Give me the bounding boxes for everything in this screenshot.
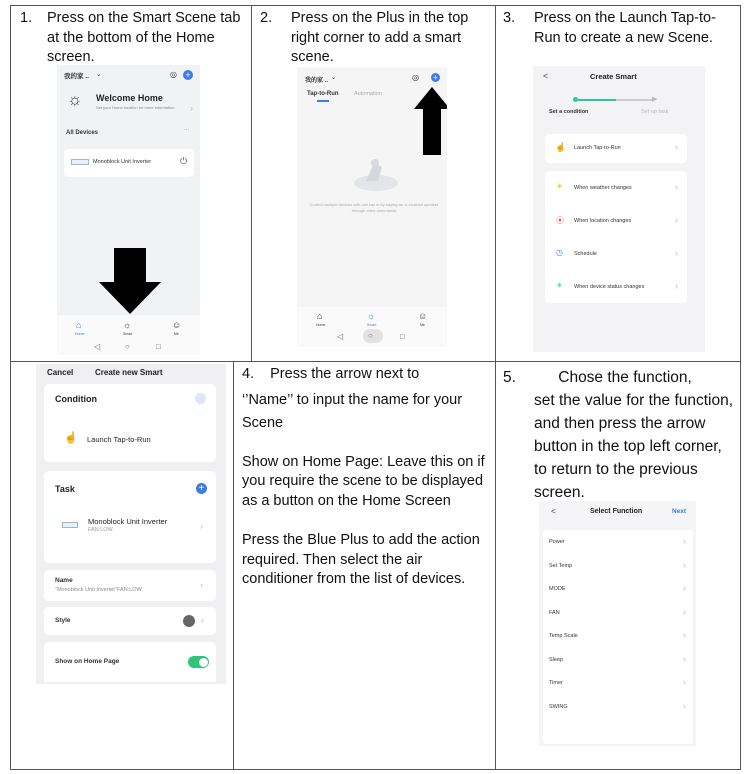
chevron-right-icon: › — [683, 701, 686, 711]
device-name: Monoblock Unit Inverter — [93, 159, 152, 165]
tab-me-label: Me — [174, 332, 179, 336]
step-4-text — [242, 365, 492, 590]
chevron-right-icon: › — [675, 248, 678, 258]
step-label-condition: Set a condition — [549, 109, 589, 115]
chevron-right-icon: › — [683, 607, 686, 617]
up-arrow-icon — [414, 87, 447, 155]
table-divider — [233, 362, 234, 770]
ac-unit-icon — [62, 522, 78, 528]
hand-icon: ☝ — [64, 432, 78, 444]
show-home-toggle[interactable] — [188, 656, 209, 668]
me-tab-icon[interactable]: ☺ — [172, 320, 182, 330]
nav-recent-icon[interactable]: □ — [156, 342, 161, 351]
tab-home-label: Home — [75, 332, 85, 336]
me-tab-icon[interactable]: ☺ — [418, 311, 428, 321]
condition-card — [44, 384, 216, 462]
home-selector[interactable]: 我的家 .. — [64, 73, 89, 80]
device-card[interactable] — [64, 149, 194, 177]
screenshot-create-smart — [533, 66, 705, 352]
all-devices-label: All Devices — [66, 130, 99, 136]
function-mode[interactable]: MODE — [549, 586, 566, 592]
chevron-right-icon: › — [675, 182, 678, 192]
chevron-right-icon: › — [683, 654, 686, 664]
name-label: Name — [55, 577, 73, 584]
step-1-text: 1. Press on the Smart Scene tab at the bottom of the Home screen. — [20, 10, 241, 65]
step-3-text: 3. Press on the Launch Tap-to-Run to create a new Scene. — [503, 10, 716, 46]
chevron-right-icon: › — [683, 536, 686, 546]
condition-launch-label[interactable]: Launch Tap-to-Run — [87, 435, 151, 444]
mic-icon[interactable]: ◎ — [412, 73, 419, 82]
function-timer[interactable]: Timer — [549, 680, 563, 686]
step-paragraph-1: ‘’Name’’ to input the name for your Scene — [242, 391, 463, 431]
option-label: Launch Tap-to-Run — [574, 145, 621, 151]
smart-tab-icon[interactable]: ☼ — [123, 320, 132, 330]
welcome-subtitle: Set your Home location for more information — [96, 105, 175, 110]
home-selector[interactable]: 我的家 .. — [305, 78, 329, 84]
add-condition-icon[interactable] — [195, 393, 206, 404]
smart-tab-icon[interactable]: ☼ — [367, 311, 376, 321]
chevron-down-icon: ⌄ — [96, 71, 102, 78]
screen-title: Create Smart — [590, 72, 637, 81]
screen-title: Create new Smart — [95, 368, 163, 377]
tab-automation[interactable]: Automation — [354, 91, 382, 97]
function-set-temp[interactable]: Set Temp — [549, 563, 573, 569]
function-fan[interactable]: FAN — [549, 610, 560, 616]
nav-recent-icon[interactable]: □ — [400, 332, 405, 341]
show-home-label: Show on Home Page — [55, 658, 120, 665]
name-value: "Monoblock Unit Inverter"FAN:LOW — [55, 587, 142, 593]
function-list — [543, 530, 693, 744]
task-card — [44, 471, 216, 563]
nav-home-pill[interactable] — [363, 329, 383, 343]
chevron-right-icon[interactable]: › — [201, 615, 204, 625]
chevron-right-icon: › — [675, 215, 678, 225]
nav-back-icon[interactable]: ◁ — [94, 342, 101, 351]
function-swing[interactable]: SWING — [549, 704, 568, 710]
show-home-row — [44, 642, 216, 682]
hand-tap-illustration — [352, 155, 400, 193]
condition-options-card — [545, 171, 687, 303]
back-icon[interactable]: < — [543, 71, 549, 81]
screen-title: Select Function — [590, 508, 643, 515]
screenshot-create-new-smart — [36, 364, 226, 684]
step-line: Chose the function, — [558, 369, 692, 386]
step-number: 5. — [503, 369, 516, 386]
step-paragraph-3: Press the Blue Plus to add the action required. Then select the air conditioner from the list of devices. — [242, 532, 480, 587]
weather-icon: ☀ — [556, 182, 564, 191]
style-row[interactable] — [44, 607, 216, 635]
tab-tap-to-run[interactable]: Tap-to-Run — [307, 91, 339, 97]
option-launch-tap-to-run[interactable] — [545, 134, 687, 163]
chevron-right-icon: › — [683, 677, 686, 687]
task-heading: Task — [55, 484, 75, 494]
function-power[interactable]: Power — [549, 539, 565, 545]
sun-icon: ☼ — [67, 90, 83, 109]
add-scene-icon[interactable]: + — [431, 73, 440, 82]
step-number: 4. — [242, 366, 255, 382]
ac-unit-icon — [71, 159, 89, 165]
add-icon[interactable]: + — [183, 70, 193, 80]
next-button[interactable]: Next — [672, 508, 687, 515]
chevron-right-icon: › — [683, 583, 686, 593]
welcome-title: Welcome Home — [96, 93, 163, 103]
chevron-right-icon[interactable]: › — [190, 103, 193, 113]
screenshot-select-function — [539, 501, 696, 746]
condition-heading: Condition — [55, 394, 97, 404]
home-tab-icon[interactable]: ⌂ — [317, 311, 323, 321]
chevron-right-icon[interactable]: › — [200, 521, 203, 531]
style-label: Style — [55, 617, 71, 624]
option-weather[interactable]: When weather changes — [574, 185, 632, 191]
empty-state-text: Control multiple devices with one tap or by saying as: A-enabled speaker through voice commands — [309, 202, 439, 213]
chevron-right-icon: › — [675, 142, 678, 152]
nav-home-icon: ○ — [368, 331, 373, 340]
option-location[interactable]: When location changes — [574, 218, 632, 224]
screenshot-smart — [297, 67, 447, 347]
progress-bar-todo — [616, 99, 654, 101]
hand-icon: ☝ — [555, 142, 567, 152]
progress-bar-done — [578, 99, 616, 101]
mic-icon[interactable]: ◎ — [170, 70, 177, 79]
chevron-right-icon: › — [683, 560, 686, 570]
screenshot-home — [57, 65, 200, 355]
task-device-state: FAN:LOW — [88, 527, 113, 533]
table-divider — [251, 5, 252, 362]
tab-home-label: Home — [316, 323, 326, 327]
toggle-knob — [199, 658, 208, 667]
task-device-name[interactable]: Monoblock Unit Inverter — [88, 517, 168, 526]
location-icon: ⦿ — [556, 216, 564, 225]
back-icon[interactable]: < — [551, 507, 556, 516]
table-divider — [495, 5, 496, 770]
progress-arrow-icon: ▶ — [652, 96, 658, 103]
option-device-status[interactable]: When device status changes — [574, 284, 645, 290]
tab-smart-label: Smart — [123, 332, 133, 336]
nav-back-icon[interactable]: ◁ — [337, 332, 344, 341]
step-line: Press the arrow next to — [270, 366, 420, 382]
name-row[interactable] — [44, 570, 216, 601]
step-paragraph: set the value for the function, and then press the arrow button in the top left corner, to return to the previous screen. — [534, 392, 734, 501]
nav-home-icon[interactable]: ○ — [125, 342, 130, 351]
chevron-right-icon: › — [675, 281, 678, 291]
home-tab-icon[interactable]: ⌂ — [76, 320, 82, 330]
option-schedule[interactable]: Schedule — [574, 251, 597, 257]
clock-icon: ◷ — [556, 248, 563, 257]
chevron-right-icon: › — [683, 630, 686, 640]
step-paragraph-2: Show on Home Page: Leave this on if you require the scene to be displayed as a button on the Home Screen — [242, 453, 485, 509]
device-status-icon: ✳ — [556, 281, 563, 290]
cancel-button[interactable]: Cancel — [47, 368, 74, 377]
chevron-right-icon[interactable]: › — [200, 580, 203, 590]
power-icon[interactable]: ⏻ — [180, 156, 188, 166]
tab-smart-label: Smart — [367, 323, 377, 327]
step-2-text: 2. Press on the Plus in the top right corner to add a smart scene. — [260, 10, 469, 65]
step-5-text — [503, 366, 735, 504]
style-swatch-icon — [183, 615, 195, 627]
down-arrow-icon — [99, 248, 161, 314]
step-label-task: Set up task — [641, 109, 669, 115]
table-divider — [10, 361, 741, 362]
function-temp-scale[interactable]: Temp Scale — [549, 633, 578, 639]
more-icon[interactable]: ... — [184, 126, 190, 132]
tab-me-label: Me — [420, 323, 425, 327]
function-sleep[interactable]: Sleep — [549, 657, 564, 663]
tab-indicator — [317, 100, 329, 102]
chevron-down-icon: ⌄ — [331, 75, 337, 81]
add-task-icon[interactable]: + — [196, 483, 207, 494]
